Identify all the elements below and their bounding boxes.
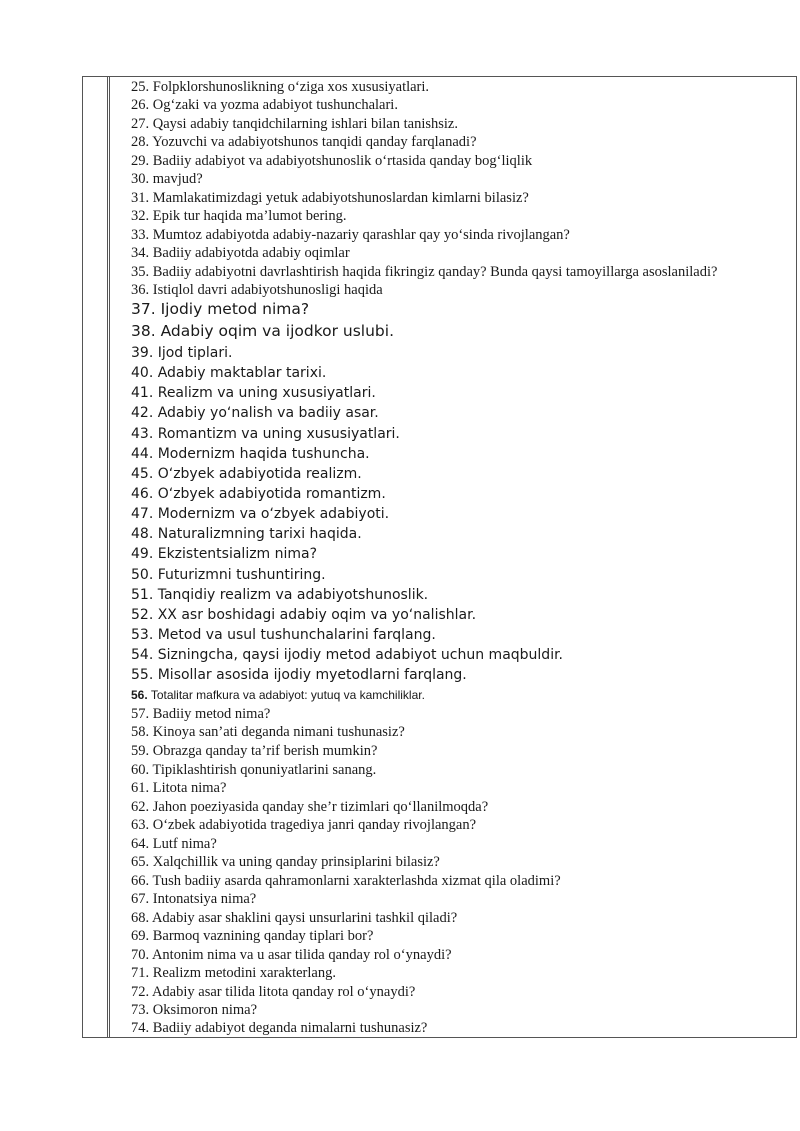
question-item [131,586,428,604]
question-item [131,300,309,318]
question-text: Ekzistentsializm nima? [157,546,318,562]
question-text: XX asr boshidagi adabiy oqim va yo‘nalishlar. [157,607,477,623]
question-number: 50. [131,567,154,583]
question-text: Sizningcha, qaysi ijodiy metod adabiyot uchun maqbuldir. [157,647,564,663]
question-text: Folpklorshunoslikning o‘ziga xos xususiyatlari. [152,79,430,95]
question-number: 27. [131,116,150,132]
question-number: 34. [131,245,150,261]
question-item [131,485,386,503]
question-item [131,96,398,114]
question-item [131,425,400,443]
question-item [131,890,256,908]
question-number: 39. [131,345,154,361]
question-number: 53. [131,627,154,643]
question-text: O‘zbyek adabiyotida romantizm. [157,486,386,502]
question-text: Mumtoz adabiyotda adabiy-nazariy qarashlar qay yo‘sinda rivojlangan? [152,227,570,243]
question-number: 42. [131,405,154,421]
question-text: Romantizm va uning xususiyatlari. [157,426,400,442]
question-number: 74. [131,1020,150,1036]
question-number: 31. [131,190,150,206]
question-item [131,525,362,543]
question-text: Metod va usul tushunchalarini farqlang. [157,627,436,643]
question-number: 65. [131,854,150,870]
question-item [131,170,203,188]
question-text: O‘zbek adabiyotida tragediya janri qanday rivojlangan? [152,817,477,833]
question-number: 30. [131,171,150,187]
question-item [131,964,336,982]
question-item [131,404,379,422]
question-text: Intonatsiya nima? [152,891,257,907]
question-text: Adabiy maktablar tarixi. [157,365,327,381]
question-text: Qaysi adabiy tanqidchilarning ishlari bilan tanishsiz. [152,116,458,132]
question-number: 64. [131,836,150,852]
question-number: 28. [131,134,150,150]
question-text: Barmoq vaznining qanday tiplari bor? [152,928,374,944]
question-item [131,505,389,523]
question-number: 45. [131,466,154,482]
question-item [131,983,415,1001]
question-number: 48. [131,526,154,542]
question-item [131,344,232,362]
question-number: 49. [131,546,154,562]
question-text: Naturalizmning tarixi haqida. [157,526,362,542]
question-number: 38. [131,322,156,340]
question-item [131,545,317,563]
question-text: Totalitar mafkura va adabiyot: yutuq va kamchiliklar. [150,688,425,702]
question-number: 43. [131,426,154,442]
question-text: Futurizmni tushuntiring. [157,567,326,583]
question-text: Badiiy adabiyot deganda nimalarni tushunasiz? [152,1020,428,1036]
question-number: 63. [131,817,150,833]
question-item [131,465,362,483]
question-text: Obrazga qanday ta’rif berish mumkin? [152,743,378,759]
question-item [131,646,563,664]
question-number: 62. [131,799,150,815]
question-text: Yozuvchi va adabiyotshunos tanqidi qanday farqlanadi? [152,134,477,150]
question-number: 47. [131,506,154,522]
question-number: 55. [131,667,154,683]
question-item [131,946,452,964]
question-number: 58. [131,724,150,740]
question-number: 59. [131,743,150,759]
question-item [131,189,529,207]
question-text: Misollar asosida ijodiy myetodlarni farqlang. [157,667,467,683]
question-text: Xalqchillik va uning qanday prinsiplarini bilasiz? [152,854,440,870]
question-text: Realizm va uning xususiyatlari. [157,385,376,401]
question-text: Badiiy metod nima? [152,706,271,722]
question-item [131,606,476,624]
question-text: Badiiy adabiyot va adabiyotshunoslik o‘rtasida qanday bog‘liqlik [152,153,533,169]
question-number: 32. [131,208,150,224]
question-text: Ijodiy metod nima? [160,300,310,318]
question-item [131,853,440,871]
question-text: Epik tur haqida ma’lumot bering. [152,208,347,224]
question-text: Realizm metodini xarakterlang. [152,965,336,981]
question-item [131,705,270,723]
question-item [131,263,717,281]
question-number: 35. [131,264,150,280]
question-text: Istiqlol davri adabiyotshunosligi haqida [152,282,383,298]
question-number: 57. [131,706,150,722]
question-item [131,1001,257,1019]
question-text: mavjud? [152,171,203,187]
question-item [131,226,570,244]
question-item [131,626,436,644]
question-text: Adabiy asar shaklini qaysi unsurlarini tashkil qiladi? [151,910,458,926]
question-number: 52. [131,607,154,623]
question-number: 25. [131,79,150,95]
question-text: Litota nima? [152,780,227,796]
question-number: 60. [131,762,150,778]
question-text: Modernizm haqida tushuncha. [157,446,370,462]
question-item [131,133,477,151]
question-number: 72. [131,984,150,1000]
question-text: Modernizm va o‘zbyek adabiyoti. [157,506,390,522]
question-item [131,742,377,760]
question-number: 40. [131,365,154,381]
question-item [131,909,457,927]
question-item [131,244,350,262]
question-number: 69. [131,928,150,944]
question-number: 61. [131,780,150,796]
question-number: 37. [131,300,156,318]
question-item [131,1019,427,1037]
question-number: 36. [131,282,150,298]
question-item [131,384,376,402]
question-item [131,364,326,382]
question-item [131,666,467,684]
question-text: Oksimoron nima? [152,1002,258,1018]
question-number: 41. [131,385,154,401]
question-item [131,445,370,463]
question-number: 51. [131,587,154,603]
question-number: 67. [131,891,150,907]
question-item [131,207,346,225]
question-text: Kinoya san’ati deganda nimani tushunasiz? [152,724,405,740]
question-text: Badiiy adabiyotni davrlashtirish haqida fikringiz qanday? Bunda qaysi tamoyillarga asoslaniladi? [152,264,718,280]
question-item [131,872,561,890]
question-text: Adabiy oqim va ijodkor uslubi. [160,322,395,340]
question-item [131,779,226,797]
question-item [131,835,217,853]
question-number: 54. [131,647,154,663]
question-number: 26. [131,97,150,113]
question-item [131,686,425,704]
question-item [131,322,394,340]
question-number: 66. [131,873,150,889]
question-item [131,78,429,96]
question-text: Ijod tiplari. [157,345,233,361]
question-text: Mamlakatimizdagi yetuk adabiyotshunoslardan kimlarni bilasiz? [152,190,529,206]
question-text: Lutf nima? [152,836,217,852]
question-text: Antonim nima va u asar tilida qanday rol o‘ynaydi? [151,947,452,963]
question-item [131,115,458,133]
question-item [131,761,376,779]
question-text: Tipiklashtirish qonuniyatlarini sanang. [152,762,377,778]
question-text: Og‘zaki va yozma adabiyot tushunchalari. [152,97,398,113]
question-text: Adabiy yo‘nalish va badiiy asar. [157,405,379,421]
question-number: 29. [131,153,150,169]
question-text: Adabiy asar tilida litota qanday rol o‘ynaydi? [151,984,416,1000]
question-item [131,152,532,170]
question-text: Tanqidiy realizm va adabiyotshunoslik. [157,587,429,603]
question-item [131,927,373,945]
question-number: 33. [131,227,150,243]
question-number: 73. [131,1002,150,1018]
question-number: 71. [131,965,150,981]
question-text: Badiiy adabiyotda adabiy oqimlar [152,245,350,261]
question-number: 56. [131,688,148,702]
question-text: Tush badiiy asarda qahramonlarni xarakterlashda xizmat qila oladimi? [152,873,561,889]
question-item [131,816,476,834]
question-item [131,566,326,584]
question-number: 46. [131,486,154,502]
question-number: 70. [131,947,150,963]
question-number: 44. [131,446,154,462]
question-text: O‘zbyek adabiyotida realizm. [157,466,362,482]
question-item [131,723,405,741]
question-item [131,281,383,299]
question-item [131,798,488,816]
question-number: 68. [131,910,150,926]
question-text: Jahon poeziyasida qanday she’r tizimlari qo‘llanilmoqda? [152,799,489,815]
